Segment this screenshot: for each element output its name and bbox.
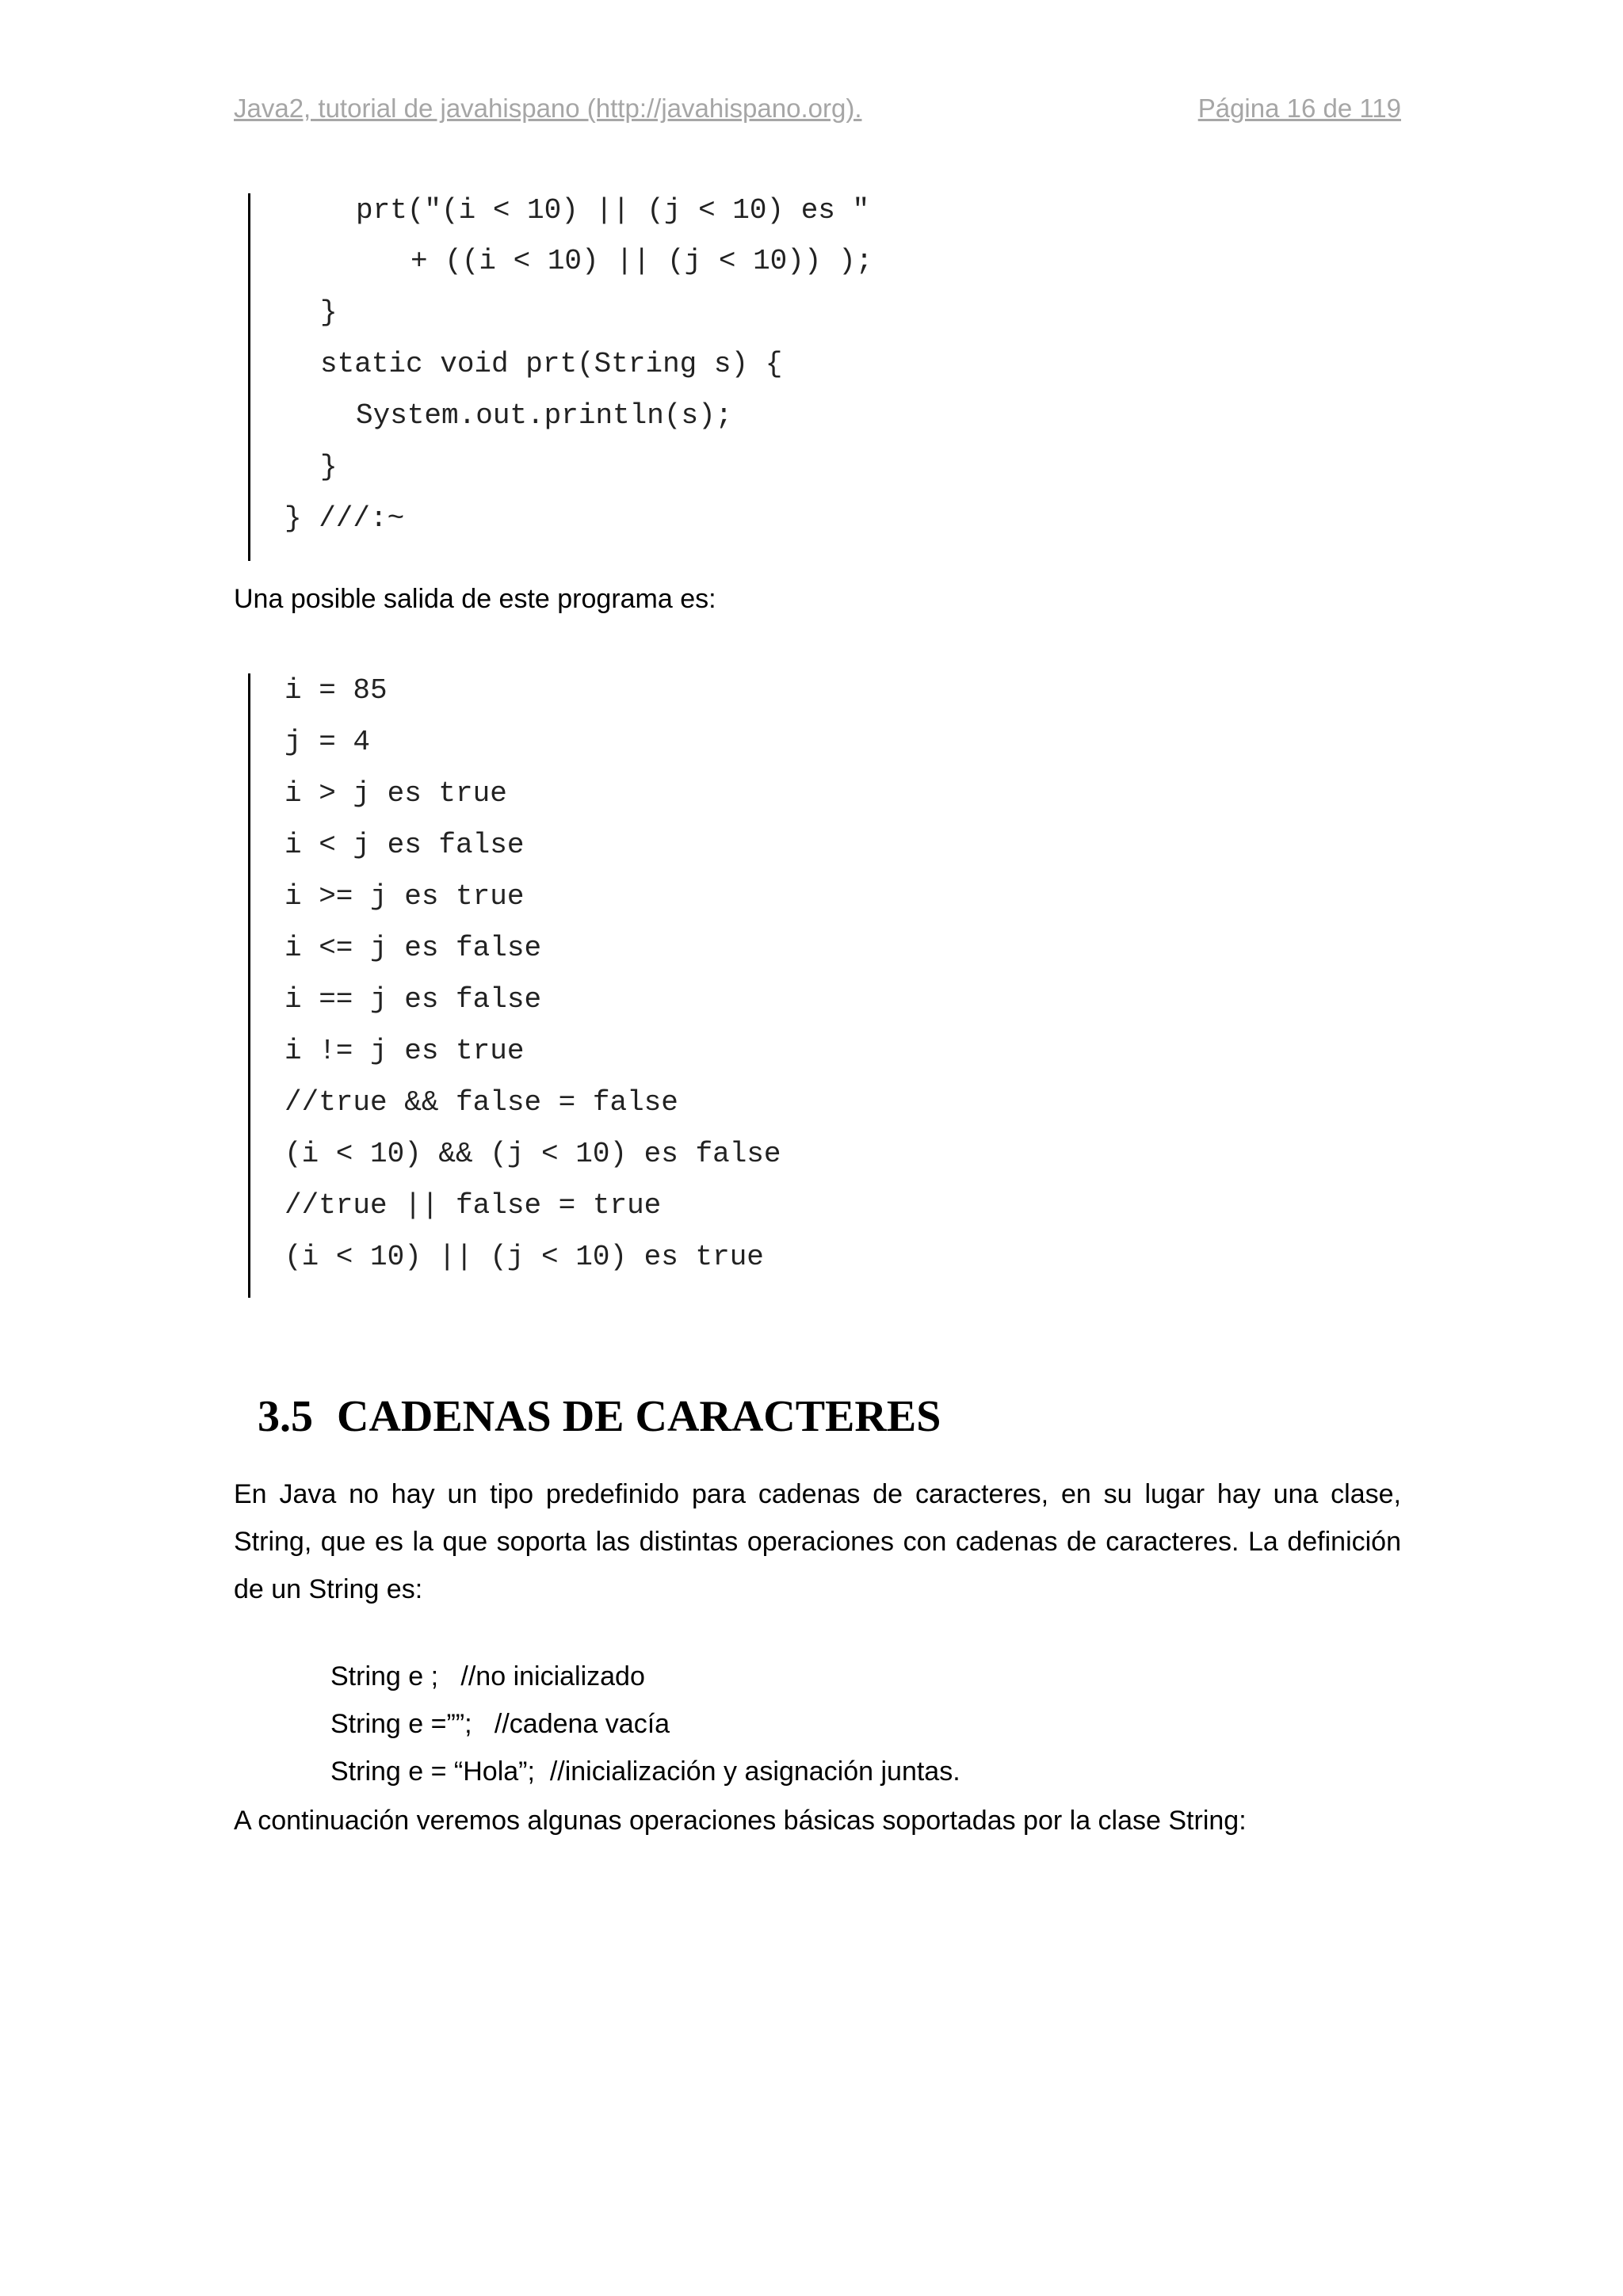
- code-line: static void prt(String s) {: [320, 348, 783, 380]
- declaration-line: String e = “Hola”; //inicialización y asignación juntas.: [330, 1756, 960, 1787]
- output-line: i < j es false: [285, 829, 525, 861]
- code-line: }: [320, 296, 338, 329]
- output-line: //true || false = true: [285, 1189, 662, 1222]
- code-line: + ((i < 10) || (j < 10)) );: [411, 245, 873, 277]
- output-line: //true && false = false: [285, 1086, 678, 1119]
- output-line: i >= j es true: [285, 880, 525, 913]
- code-block-source: [248, 193, 1201, 561]
- output-line: i <= j es false: [285, 932, 542, 964]
- output-line: i == j es false: [285, 983, 542, 1016]
- declaration-line: String e ; //no inicializado: [330, 1661, 645, 1691]
- section-title: CADENAS DE CARACTERES: [337, 1392, 941, 1441]
- output-line: (i < 10) && (j < 10) es false: [285, 1138, 781, 1170]
- code-block-output: [248, 673, 1201, 1298]
- output-line: i > j es true: [285, 777, 507, 810]
- closing-paragraph: A continuación veremos algunas operaciones básicas soportadas por la clase String:: [234, 1806, 1247, 1836]
- paragraph-line: String, que es la que soporta las distintas operaciones con cadenas de caracteres. La definición: [234, 1527, 1401, 1557]
- section-paragraph: [234, 1470, 1401, 1613]
- code-line: }: [320, 451, 338, 483]
- output-line: i != j es true: [285, 1035, 525, 1067]
- output-line: (i < 10) || (j < 10) es true: [285, 1241, 764, 1273]
- section-heading: [258, 1391, 941, 1442]
- section-number: 3.5: [258, 1392, 313, 1441]
- paragraph-line: de un String es:: [234, 1574, 423, 1604]
- output-line: i = 85: [285, 674, 388, 707]
- paragraph-line: En Java no hay un tipo predefinido para cadenas de caracteres, en su lugar hay una clase,: [234, 1479, 1401, 1509]
- page-header: [234, 93, 1401, 133]
- output-line: j = 4: [285, 726, 371, 758]
- header-title-link[interactable]: Java2, tutorial de javahispano (http://javahispano.org).: [234, 93, 862, 123]
- header-page-number: Página 16 de 119: [1197, 93, 1401, 123]
- output-intro: Una posible salida de este programa es:: [234, 584, 716, 614]
- code-line: } ///:~: [285, 502, 405, 535]
- declaration-line: String e =””; //cadena vacía: [330, 1709, 670, 1739]
- code-line: System.out.println(s);: [356, 399, 733, 432]
- code-line: prt("(i < 10) || (j < 10) es ": [356, 194, 870, 227]
